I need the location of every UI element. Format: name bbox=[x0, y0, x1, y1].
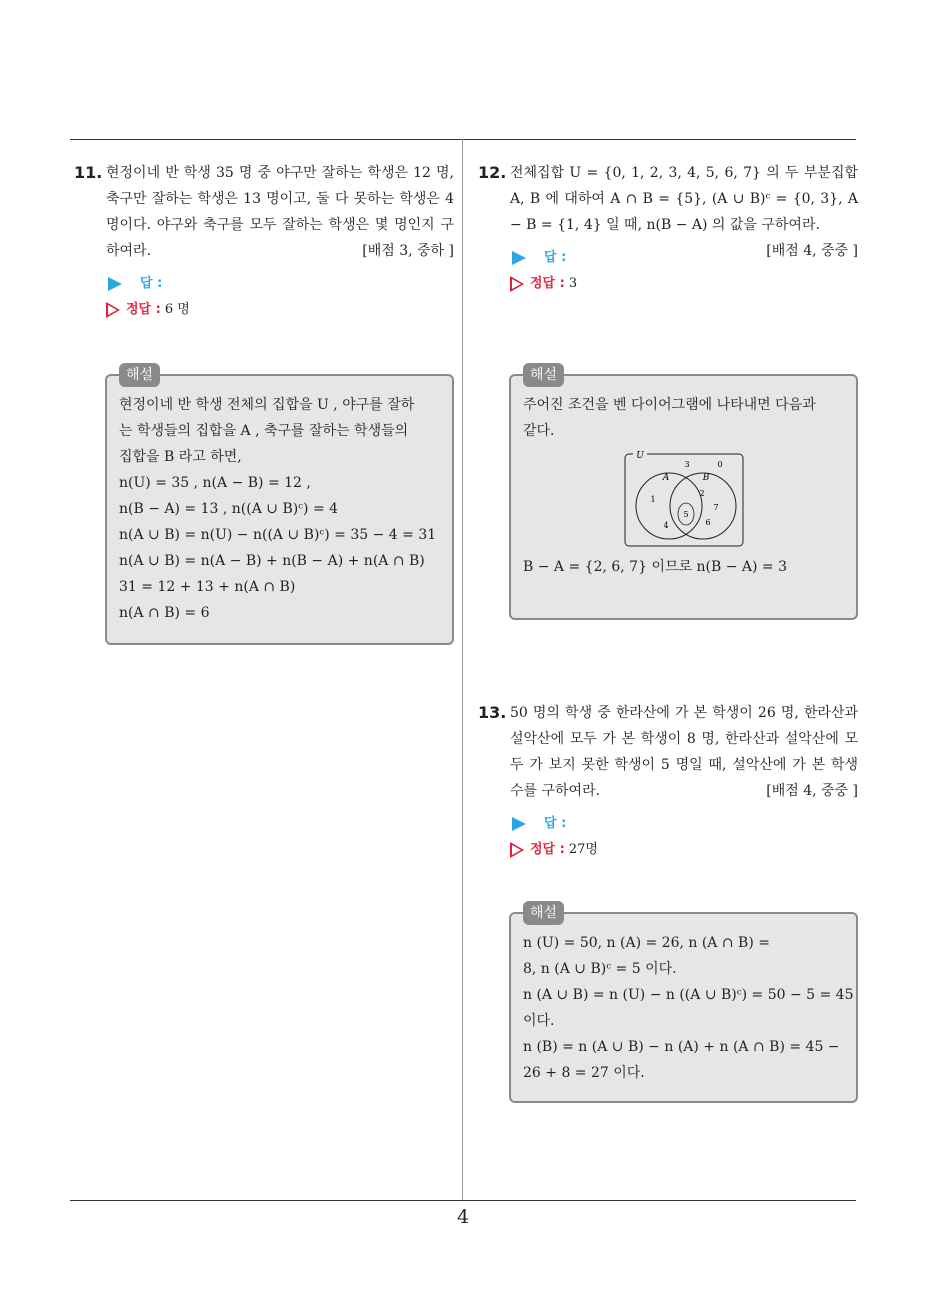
answer-label: 답 : bbox=[544, 816, 567, 831]
problem-text: 50 명의 학생 중 한라산에 가 본 학생이 26 명, 한라산과 설악산에 모두 가 본 학생이 8 명, 한라산과 설악산에 모두 가 보지 못한 학생이 5 명일 때, 설악산에 가 본 학생 수를 구하여라. [배점 4, 중중 ] bbox=[510, 700, 858, 804]
solution-box-13 bbox=[509, 905, 858, 1103]
play-icon bbox=[108, 277, 122, 291]
venn-element: 2 bbox=[698, 489, 705, 498]
venn-element: 4 bbox=[662, 521, 669, 530]
solution-line: 8, n (A ∪ B)ᶜ = 5 이다. bbox=[523, 961, 677, 977]
play-icon bbox=[512, 817, 526, 831]
answer-label: 답 : bbox=[140, 276, 163, 291]
venn-element: 3 bbox=[683, 460, 690, 469]
solution-line: n(B − A) = 13 , n((A ∪ B)ᶜ) = 4 bbox=[119, 501, 339, 517]
solution-tag: 해설 bbox=[523, 363, 564, 387]
answer-row bbox=[106, 272, 454, 296]
page-number: 4 bbox=[456, 1206, 470, 1228]
problem-number: 11. bbox=[74, 163, 103, 182]
correct-answer-label: 정답 : bbox=[530, 842, 565, 857]
set-b-label: B bbox=[702, 473, 709, 483]
solution-line: n(A ∪ B) = n(U) − n((A ∪ B)ᶜ) = 35 − 4 = 31 bbox=[119, 527, 437, 543]
footer-rule bbox=[70, 1200, 856, 1201]
correct-answer-value: 27명 bbox=[568, 842, 598, 857]
correct-answer-row bbox=[510, 838, 858, 862]
solution-line: 집합을 B 라고 하면, bbox=[119, 449, 242, 465]
venn-element: 6 bbox=[704, 518, 711, 527]
solution-line: B − A = {2, 6, 7} 이므로 n(B − A) = 3 bbox=[523, 559, 787, 575]
answer-row bbox=[510, 246, 858, 270]
venn-diagram bbox=[619, 450, 749, 550]
solution-tag: 해설 bbox=[119, 363, 160, 387]
solution-box-11 bbox=[105, 367, 454, 645]
solution-line: n (B) = n (A ∪ B) − n (A) + n (A ∩ B) = 45 − bbox=[523, 1039, 840, 1055]
venn-element: 1 bbox=[649, 495, 656, 504]
venn-element: 0 bbox=[716, 460, 723, 469]
venn-element: 7 bbox=[712, 503, 719, 512]
problem-13 bbox=[478, 700, 858, 862]
problem-score: [배점 3, 중하 ] bbox=[362, 243, 454, 259]
answer-label: 답 : bbox=[544, 250, 567, 265]
set-a-label: A bbox=[662, 473, 669, 483]
solution-line: 31 = 12 + 13 + n(A ∩ B) bbox=[119, 579, 296, 595]
solution-line: n (A ∪ B) = n (U) − n ((A ∪ B)ᶜ) = 50 − 5 = 45 bbox=[523, 987, 854, 1003]
play-icon bbox=[512, 251, 526, 265]
solution-line: 이다. bbox=[523, 1013, 555, 1029]
solution-line: 는 학생들의 집합을 A , 축구를 잘하는 학생들의 bbox=[119, 423, 409, 439]
solution-box-12 bbox=[509, 367, 858, 620]
solution-line: 같다. bbox=[523, 423, 555, 439]
header-rule bbox=[70, 139, 856, 140]
solution-line: n (U) = 50, n (A) = 26, n (A ∩ B) = bbox=[523, 935, 770, 951]
solution-line: 현정이네 반 학생 전체의 집합을 U , 야구를 잘하 bbox=[119, 397, 415, 413]
triangle-outline-icon bbox=[106, 302, 120, 318]
solution-line: n(A ∩ B) = 6 bbox=[119, 605, 210, 621]
problem-11 bbox=[74, 160, 454, 322]
correct-answer-label: 정답 : bbox=[530, 276, 565, 291]
solution-line: 26 + 8 = 27 이다. bbox=[523, 1065, 645, 1081]
problem-text: 전체집합 U = {0, 1, 2, 3, 4, 5, 6, 7} 의 두 부분집합 A, B 에 대하여 A ∩ B = {5}, (A ∪ B)ᶜ = {0, 3}, A − B = {1, 4} 일 때, n(B − A) 의 값을 구하여라. [배점 4, 중중 ] bbox=[510, 160, 858, 238]
problem-score: [배점 4, 중중 ] bbox=[766, 243, 858, 259]
correct-answer-row bbox=[106, 298, 454, 322]
correct-answer-value: 3 bbox=[568, 276, 578, 291]
solution-line: n(A ∪ B) = n(A − B) + n(B − A) + n(A ∩ B) bbox=[119, 553, 425, 569]
triangle-outline-icon bbox=[510, 276, 524, 292]
problem-number: 13. bbox=[478, 703, 507, 722]
solution-line: 주어진 조건을 벤 다이어그램에 나타내면 다음과 bbox=[523, 397, 816, 413]
correct-answer-value: 6 명 bbox=[164, 302, 190, 317]
problem-12 bbox=[478, 160, 858, 296]
solution-tag: 해설 bbox=[523, 901, 564, 925]
universal-set-label: U bbox=[635, 451, 644, 461]
column-divider bbox=[462, 139, 463, 1201]
solution-line: n(U) = 35 , n(A − B) = 12 , bbox=[119, 475, 311, 491]
triangle-outline-icon bbox=[510, 842, 524, 858]
answer-row bbox=[510, 812, 858, 836]
problem-text: 현정이네 반 학생 35 명 중 야구만 잘하는 학생은 12 명, 축구만 잘하는 학생은 13 명이고, 둘 다 못하는 학생은 4 명이다. 야구와 축구를 모두 잘하는 학생은 몇 명인지 구하여라. [배점 3, 중하 ] bbox=[106, 160, 454, 264]
correct-answer-label: 정답 : bbox=[126, 302, 161, 317]
correct-answer-row bbox=[510, 272, 858, 296]
problem-number: 12. bbox=[478, 163, 507, 182]
problem-score: [배점 4, 중중 ] bbox=[766, 783, 858, 799]
venn-element: 5 bbox=[682, 510, 689, 519]
